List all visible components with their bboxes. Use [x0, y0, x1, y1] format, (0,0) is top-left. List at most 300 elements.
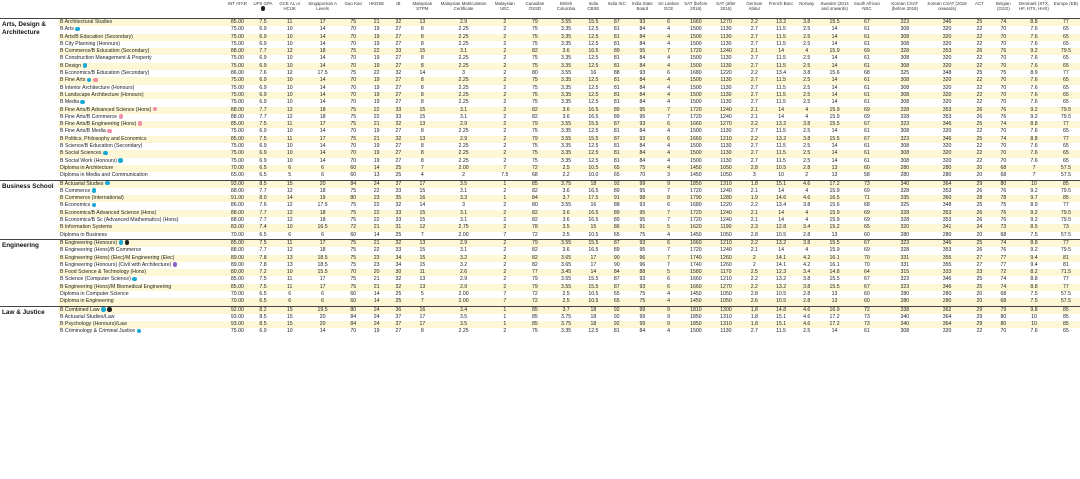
score-cell: 6 [656, 19, 681, 27]
score-cell: 1240 [711, 107, 741, 114]
score-cell: 27 [389, 63, 408, 70]
score-cell: 1.9 [741, 195, 768, 202]
score-cell: 2.5 [550, 298, 581, 306]
score-cell: 308 [884, 143, 926, 150]
score-cell: 17 [303, 121, 342, 128]
score-cell: 19 [364, 150, 389, 157]
table-row [0, 165, 1080, 172]
score-cell: 61 [850, 158, 883, 165]
course-name: B Engineering (Honours) (Civil with Architecture) [59, 261, 172, 268]
score-cell: 280 [884, 232, 926, 240]
score-cell: 88 [605, 70, 628, 77]
score-cell: 92 [605, 180, 628, 188]
score-cell: 75 [342, 202, 364, 209]
score-cell: 7 [1016, 172, 1052, 180]
score-cell: 8 [408, 99, 437, 106]
score-cell: 2.2 [741, 121, 768, 128]
score-cell: 14 [768, 210, 795, 217]
score-cell: 11 [276, 284, 303, 291]
score-cell: 93 [628, 276, 656, 283]
score-cell: 328 [884, 247, 926, 254]
score-cell: 27 [389, 328, 408, 335]
score-cell: 1 [490, 306, 519, 314]
score-cell: 75 [519, 92, 550, 99]
score-cell: 1130 [711, 41, 741, 48]
score-cell: 4 [656, 291, 681, 298]
score-cell: 8 [408, 143, 437, 150]
score-cell: 70 [342, 26, 364, 33]
score-cell: 10 [276, 55, 303, 62]
score-cell: 11.5 [768, 26, 795, 33]
score-cell: 3.35 [550, 55, 581, 62]
score-cell: 1450 [681, 172, 711, 180]
score-cell: 75 [342, 276, 364, 283]
faculty-label: Engineering [0, 239, 58, 306]
score-cell: 308 [884, 150, 926, 157]
course-name: B Fine Arts/B Media [59, 128, 106, 135]
score-cell: 335 [884, 195, 926, 202]
score-cell: 6.9 [250, 34, 277, 41]
score-cell: 7.6 [1016, 41, 1052, 48]
score-cell: 74 [991, 239, 1017, 247]
score-cell: 308 [884, 85, 926, 92]
score-cell: 15.5 [819, 19, 850, 27]
score-cell: 15.5 [819, 276, 850, 283]
score-cell: 7 [1016, 165, 1052, 172]
score-cell: 15.9 [819, 114, 850, 121]
score-cell: 8.8 [1016, 121, 1052, 128]
score-cell: 7.8 [250, 262, 277, 269]
score-cell: 1500 [681, 26, 711, 33]
score-cell: 21 [364, 276, 389, 283]
course-cell [58, 150, 225, 157]
score-cell: 320 [926, 26, 968, 33]
score-cell: 11.5 [768, 328, 795, 335]
score-cell: 2 [437, 172, 490, 180]
score-cell: 23 [364, 195, 389, 202]
score-cell: 15.5 [819, 284, 850, 291]
score-cell: 15 [408, 188, 437, 195]
score-cell: 3.65 [550, 255, 581, 262]
score-cell: 19 [364, 26, 389, 33]
score-cell: 85.00 [225, 121, 250, 128]
score-cell: 1 [490, 314, 519, 321]
score-cell: 30 [389, 269, 408, 276]
score-cell: 25 [968, 70, 990, 77]
score-cell: 7.7 [250, 188, 277, 195]
score-cell: 89 [605, 114, 628, 121]
score-cell: 93 [628, 121, 656, 128]
score-cell: 1500 [681, 41, 711, 48]
score-cell: 16.5 [582, 210, 605, 217]
score-cell: 81 [605, 92, 628, 99]
score-cell: 2.7 [741, 143, 768, 150]
header-row [0, 0, 1080, 19]
score-cell: 67 [850, 19, 883, 27]
score-cell: 14 [364, 298, 389, 306]
score-cell: 6.9 [250, 158, 277, 165]
score-cell: 348 [926, 70, 968, 77]
score-cell: 1050 [711, 165, 741, 172]
score-cell: 84 [605, 269, 628, 276]
score-cell: 32 [389, 276, 408, 283]
score-cell: 14 [819, 77, 850, 84]
score-cell: 35 [389, 195, 408, 202]
score-cell: 82 [519, 255, 550, 262]
score-cell: 2.1 [741, 48, 768, 55]
table-row [0, 255, 1080, 262]
score-cell: 61 [850, 143, 883, 150]
course-name: B Interior Architecture (Honours) [59, 84, 135, 91]
score-cell: 10 [276, 269, 303, 276]
score-cell: 3.1 [437, 217, 490, 224]
score-cell: 2.7 [741, 92, 768, 99]
score-cell: 1260 [711, 262, 741, 269]
score-cell: 14 [768, 217, 795, 224]
score-cell: 79.5 [1052, 48, 1080, 55]
score-cell: 85 [1052, 321, 1080, 328]
score-cell: 12 [276, 247, 303, 254]
score-cell: 93.00 [225, 321, 250, 328]
score-cell: 1680 [681, 202, 711, 209]
score-cell: 1660 [681, 284, 711, 291]
course-name: B Food Science & Technology (Hons) [59, 269, 147, 276]
score-cell: 22 [364, 107, 389, 114]
score-cell: 2.5 [794, 158, 819, 165]
score-cell: 3.35 [550, 150, 581, 157]
score-cell: 6.9 [250, 328, 277, 335]
score-cell: 325 [884, 202, 926, 209]
score-cell: 1450 [681, 232, 711, 240]
score-cell: 11.5 [768, 63, 795, 70]
score-cell: 14 [819, 143, 850, 150]
score-cell: 6 [303, 165, 342, 172]
score-cell: 2 [794, 172, 819, 180]
column-header: IB [396, 1, 401, 6]
score-cell: 73 [850, 180, 883, 188]
score-cell: 75.00 [225, 34, 250, 41]
table-row [0, 172, 1080, 180]
score-cell: 9.4 [1016, 255, 1052, 262]
table-row [0, 41, 1080, 48]
score-cell: 4 [794, 210, 819, 217]
score-cell: 65 [1052, 77, 1080, 84]
score-cell: 1240 [711, 48, 741, 55]
score-cell: 1720 [681, 210, 711, 217]
score-cell: 14 [408, 70, 437, 77]
score-cell: 2 [490, 269, 519, 276]
score-cell: 95 [628, 107, 656, 114]
score-cell: 7 [490, 165, 519, 172]
score-cell: 22 [968, 92, 990, 99]
course-cell [58, 143, 225, 150]
score-cell: 9 [656, 314, 681, 321]
score-cell: 26 [968, 114, 990, 121]
column-header: Singaporean A Levels [308, 1, 338, 11]
score-cell: 70.00 [225, 291, 250, 298]
score-cell: 320 [926, 41, 968, 48]
score-cell: 17 [408, 321, 437, 328]
course-name: B Economics/B Advanced Science (Hons) [59, 209, 157, 216]
score-cell: 70 [991, 99, 1017, 106]
score-cell: 3.4 [794, 269, 819, 276]
score-cell: 2.9 [437, 19, 490, 27]
score-cell: 1450 [681, 298, 711, 306]
score-cell: 89 [605, 107, 628, 114]
score-cell: 73 [1052, 224, 1080, 231]
score-cell: 2.00 [437, 232, 490, 240]
score-cell: 3.35 [550, 63, 581, 70]
score-cell: 70 [342, 150, 364, 157]
score-cell: 18 [582, 321, 605, 328]
score-cell: 68 [991, 232, 1017, 240]
score-cell: 27 [389, 158, 408, 165]
score-cell: 60 [850, 298, 883, 306]
score-cell: 70.00 [225, 298, 250, 306]
score-cell: 14 [303, 77, 342, 84]
column-header: SAT (before 2016) [684, 1, 708, 11]
score-cell: 27 [389, 55, 408, 62]
score-cell: 2.00 [437, 291, 490, 298]
score-cell: 4 [656, 232, 681, 240]
table-row [0, 202, 1080, 209]
table-row [0, 328, 1080, 335]
score-cell: 364 [926, 321, 968, 328]
score-cell: 8 [408, 34, 437, 41]
score-cell: 14.1 [768, 255, 795, 262]
score-cell: 12.5 [582, 92, 605, 99]
cyan-dot-icon [137, 329, 142, 334]
table-row [0, 114, 1080, 121]
score-cell: 25 [389, 172, 408, 180]
score-cell: 60 [342, 291, 364, 298]
score-cell: 18 [303, 48, 342, 55]
score-cell: 20 [303, 314, 342, 321]
score-cell: 2.5 [794, 85, 819, 92]
score-cell: 2 [490, 284, 519, 291]
score-cell: 23 [364, 262, 389, 269]
score-cell: 76 [991, 210, 1017, 217]
score-cell: 14 [408, 202, 437, 209]
score-cell: 2.5 [794, 63, 819, 70]
score-cell: 22 [968, 143, 990, 150]
score-cell: 2 [490, 224, 519, 231]
score-cell: 15.9 [819, 107, 850, 114]
course-name: B Fine Arts/B Engineering (Hons) [59, 121, 137, 128]
score-cell: 32 [389, 19, 408, 27]
score-cell: 1210 [711, 136, 741, 143]
score-cell: 3.75 [550, 314, 581, 321]
score-cell: 72 [519, 291, 550, 298]
score-cell: 7.8 [250, 255, 277, 262]
score-cell: 7.6 [1016, 143, 1052, 150]
score-cell: 3.8 [794, 121, 819, 128]
score-cell: 1 [490, 195, 519, 202]
score-cell: 3.5 [437, 314, 490, 321]
score-cell: 1130 [711, 328, 741, 335]
score-cell: 17 [582, 255, 605, 262]
pink-dot-icon [93, 78, 98, 83]
score-cell: 2.7 [741, 34, 768, 41]
score-cell: 84 [628, 128, 656, 135]
score-cell: 20 [968, 172, 990, 180]
score-cell: 29 [968, 321, 990, 328]
score-cell: 17 [408, 314, 437, 321]
score-cell: 19 [364, 34, 389, 41]
score-cell: 22 [968, 26, 990, 33]
course-name: B Engineering (Hons)/M Biomedical Engineering [59, 283, 172, 290]
score-cell: 19 [364, 143, 389, 150]
score-cell: 7.5 [250, 284, 277, 291]
score-cell: 4 [656, 298, 681, 306]
score-cell: 70 [628, 172, 656, 180]
score-cell: 348 [926, 202, 968, 209]
score-cell: 4 [794, 114, 819, 121]
score-cell: 16.5 [582, 188, 605, 195]
score-cell: 85 [1052, 195, 1080, 202]
score-cell: 5 [408, 291, 437, 298]
score-cell: 15.5 [582, 121, 605, 128]
score-cell: 81 [605, 328, 628, 335]
score-cell: 20 [303, 321, 342, 328]
score-cell: 5 [276, 172, 303, 180]
score-cell: 78 [991, 195, 1017, 202]
score-cell: 75 [519, 143, 550, 150]
score-cell: 1850 [681, 180, 711, 188]
table-row [0, 150, 1080, 157]
table-row [0, 262, 1080, 269]
score-cell: 15 [408, 247, 437, 254]
score-cell: 57.5 [1052, 172, 1080, 180]
course-name: Diploma in Media and Communication [59, 172, 148, 179]
score-cell: 4 [656, 328, 681, 335]
score-cell: 2.25 [437, 128, 490, 135]
score-cell: 84 [628, 77, 656, 84]
score-cell: 2.9 [437, 284, 490, 291]
score-cell: 3.35 [550, 328, 581, 335]
score-cell: 61 [850, 99, 883, 106]
score-cell: 15.5 [582, 19, 605, 27]
score-cell: 3.8 [794, 70, 819, 77]
score-cell: 69 [850, 217, 883, 224]
score-cell: 1220 [711, 202, 741, 209]
table-row [0, 321, 1080, 328]
score-cell: 8 [408, 85, 437, 92]
score-cell: 3.6 [550, 114, 581, 121]
score-cell: 93.00 [225, 314, 250, 321]
course-cell [58, 328, 225, 335]
score-cell: 308 [884, 92, 926, 99]
score-cell: 12.5 [582, 128, 605, 135]
score-cell: 1190 [711, 224, 741, 231]
score-cell: 1720 [681, 217, 711, 224]
score-cell: 7 [490, 298, 519, 306]
score-cell: 84 [519, 195, 550, 202]
score-cell: 27 [389, 92, 408, 99]
score-cell: 70.00 [225, 232, 250, 240]
score-cell: 1850 [681, 321, 711, 328]
score-cell: 26 [968, 107, 990, 114]
score-cell: 14 [276, 195, 303, 202]
score-cell: 77 [1052, 239, 1080, 247]
score-cell: 84 [628, 158, 656, 165]
score-cell: 75 [342, 136, 364, 143]
course-name: B Actuarial Studies [59, 180, 104, 187]
score-cell: 6.5 [250, 298, 277, 306]
score-cell: 10.5 [768, 165, 795, 172]
faculty-group [0, 19, 1080, 181]
score-cell: 11.5 [768, 99, 795, 106]
course-name: B Arts/B Education (Secondary) [59, 33, 133, 40]
course-name: B Commerce/B Education (Secondary) [59, 48, 150, 55]
score-cell: 4 [656, 99, 681, 106]
score-cell: 17.5 [303, 202, 342, 209]
score-cell: 79.5 [1052, 217, 1080, 224]
score-cell: 65 [1052, 99, 1080, 106]
score-cell: 6 [276, 291, 303, 298]
score-cell: 3.35 [550, 85, 581, 92]
cyan-dot-icon [80, 100, 85, 105]
score-cell: 1580 [681, 269, 711, 276]
score-cell: 16.5 [819, 195, 850, 202]
score-cell: 8.0 [250, 195, 277, 202]
table-row [0, 306, 1080, 314]
score-cell: 73 [850, 314, 883, 321]
score-cell: 3.35 [550, 92, 581, 99]
score-cell: 2.5 [794, 99, 819, 106]
course-name: B Fine Arts/B Commerce [59, 113, 118, 120]
column-header: Europe (EB) [1053, 1, 1078, 6]
score-cell: 353 [926, 217, 968, 224]
score-cell: 1500 [681, 63, 711, 70]
score-cell: 12.5 [582, 26, 605, 33]
score-cell: 9.8 [1016, 306, 1052, 314]
table-row [0, 188, 1080, 195]
score-cell: 93 [628, 19, 656, 27]
score-cell: 17.2 [819, 180, 850, 188]
score-cell: 70 [342, 143, 364, 150]
score-cell: 6.5 [250, 165, 277, 172]
cyan-dot-icon [119, 240, 124, 245]
score-cell: 1.8 [741, 321, 768, 328]
score-cell: 84 [628, 328, 656, 335]
score-cell: 7.5 [250, 121, 277, 128]
score-cell: 70.00 [225, 165, 250, 172]
score-cell: 10.5 [582, 291, 605, 298]
score-cell: 79 [519, 276, 550, 283]
score-cell: 1220 [711, 70, 741, 77]
cyan-dot-icon [132, 277, 137, 282]
score-cell: 11 [276, 121, 303, 128]
score-cell: 32 [389, 239, 408, 247]
score-cell: 4 [794, 217, 819, 224]
score-cell: 8 [408, 92, 437, 99]
score-cell: 8.8 [1016, 284, 1052, 291]
score-cell: 32 [389, 70, 408, 77]
score-cell: 1050 [711, 172, 741, 180]
score-cell: 2 [490, 217, 519, 224]
score-cell: 328 [884, 217, 926, 224]
black-dot-icon [107, 307, 112, 312]
score-cell: 8.8 [1016, 239, 1052, 247]
score-cell: 4 [656, 55, 681, 62]
score-cell: 328 [884, 188, 926, 195]
table-row [0, 128, 1080, 135]
score-cell: 79 [519, 284, 550, 291]
score-cell: 1740 [681, 262, 711, 269]
course-name: B Psychology (Honours)/Law [59, 321, 127, 328]
score-cell: 1130 [711, 158, 741, 165]
